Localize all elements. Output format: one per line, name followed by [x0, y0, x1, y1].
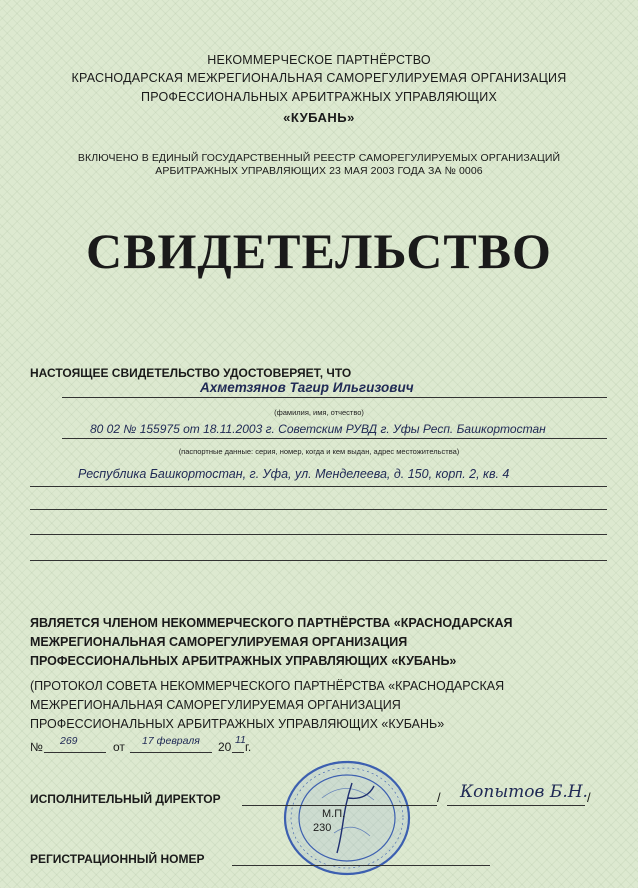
registry-line-2: АРБИТРАЖНЫХ УПРАВЛЯЮЩИХ 23 МАЯ 2003 ГОДА ЗА № 0006: [155, 165, 483, 177]
address-value: Республика Башкортостан, г. Уфа, ул. Менделеева, д. 150, корп. 2, кв. 4: [78, 467, 510, 481]
full-name-value: Ахметзянов Тагир Ильгизович: [200, 380, 414, 395]
protocol-line-1: (ПРОТОКОЛ СОВЕТА НЕКОММЕРЧЕСКОГО ПАРТНЁРСТВА «КРАСНОДАРСКАЯ: [30, 679, 505, 693]
membership-line-1: ЯВЛЯЕТСЯ ЧЛЕНОМ НЕКОММЕРЧЕСКОГО ПАРТНЁРСТВА «КРАСНОДАРСКАЯ: [30, 616, 513, 630]
stamp-number: 230: [313, 822, 332, 834]
passport-caption: (паспортные данные: серия, номер, когда и кем выдан, адрес местожительства): [178, 447, 460, 456]
director-label: ИСПОЛНИТЕЛЬНЫЙ ДИРЕКТОР: [30, 792, 221, 806]
protocol-number-line: [44, 752, 106, 753]
director-name-line: [447, 805, 585, 806]
protocol-number-label: №: [30, 740, 43, 754]
header-line-1: НЕКОММЕРЧЕСКОЕ ПАРТНЁРСТВО: [207, 53, 431, 67]
protocol-date-value: 17 февраля: [142, 735, 200, 747]
protocol-date-line: [130, 752, 212, 753]
stamp-outer-ring: [285, 762, 409, 874]
protocol-number-value: 269: [60, 735, 78, 747]
stamp-label: М.П.: [322, 808, 346, 820]
protocol-from-label: от: [113, 740, 125, 754]
membership-line-3: ПРОФЕССИОНАЛЬНЫХ АРБИТРАЖНЫХ УПРАВЛЯЮЩИХ «КУБАНЬ»: [30, 654, 457, 668]
passport-value: 80 02 № 155975 от 18.11.2003 г. Советским РУВД г. Уфы Респ. Башкортостан: [90, 422, 546, 436]
blank-line-3: [30, 560, 607, 561]
blank-line-1: [30, 509, 607, 510]
certifies-text: НАСТОЯЩЕЕ СВИДЕТЕЛЬСТВО УДОСТОВЕРЯЕТ, ЧТО: [30, 366, 352, 380]
reg-number-line: [232, 865, 490, 866]
header-org-name: «КУБАНЬ»: [283, 110, 355, 125]
protocol-year-suffix: г.: [245, 740, 252, 754]
director-name-value: Копытов Б.Н.: [460, 782, 588, 802]
address-line: [30, 486, 607, 487]
full-name-line: [62, 397, 607, 398]
membership-block: [30, 614, 513, 671]
protocol-year-value: 11: [235, 734, 246, 746]
protocol-year-prefix: 20: [218, 740, 232, 754]
membership-line-2: МЕЖРЕГИОНАЛЬНАЯ САМОРЕГУЛИРУЕМАЯ ОРГАНИЗАЦИЯ: [30, 635, 408, 649]
director-name-right-bracket: /: [587, 790, 591, 805]
organization-stamp: [282, 758, 412, 878]
protocol-line-2: МЕЖРЕГИОНАЛЬНАЯ САМОРЕГУЛИРУЕМАЯ ОРГАНИЗАЦИЯ: [30, 698, 401, 712]
protocol-block: [30, 677, 504, 734]
header-line-3: ПРОФЕССИОНАЛЬНЫХ АРБИТРАЖНЫХ УПРАВЛЯЮЩИХ: [141, 90, 497, 104]
director-name-left-bracket: /: [437, 790, 441, 805]
passport-line: [62, 438, 607, 439]
full-name-caption: (фамилия, имя, отчество): [274, 408, 364, 417]
header-line-2: КРАСНОДАРСКАЯ МЕЖРЕГИОНАЛЬНАЯ САМОРЕГУЛИРУЕМАЯ ОРГАНИЗАЦИЯ: [71, 71, 567, 85]
protocol-line-3: ПРОФЕССИОНАЛЬНЫХ АРБИТРАЖНЫХ УПРАВЛЯЮЩИХ «КУБАНЬ»: [30, 717, 445, 731]
director-signature-line: [242, 805, 437, 806]
protocol-year-line: [232, 752, 244, 753]
page-title: СВИДЕТЕЛЬСТВО: [86, 223, 552, 279]
registry-line-1: ВКЛЮЧЕНО В ЕДИНЫЙ ГОСУДАРСТВЕННЫЙ РЕЕСТР САМОРЕГУЛИРУЕМЫХ ОРГАНИЗАЦИЙ: [77, 152, 561, 164]
blank-line-2: [30, 534, 607, 535]
reg-number-label: РЕГИСТРАЦИОННЫЙ НОМЕР: [30, 852, 205, 866]
